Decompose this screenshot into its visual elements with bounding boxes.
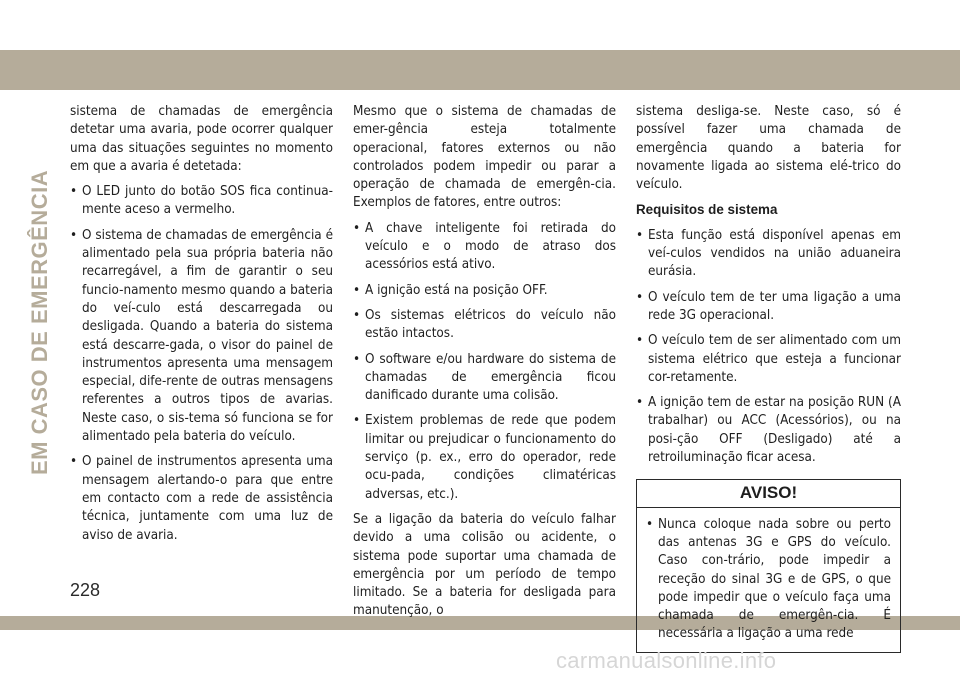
subheading: Requisitos de sistema [636,202,778,218]
warning-box [636,479,901,652]
list-item: • A ignição tem de estar na posição RUN (A trabalhar) ou ACC (Acessórios), ou na posi-ção OFF (Desligado) até a retroiluminação ficar acesa. [636,395,901,466]
col1-intro: sistema de chamadas de emergência detetar uma avaria, pode ocorrer qualquer uma das situações seguintes no momento em que a avaria é detetada: [70,104,333,174]
list-item: • O painel de instrumentos apresenta uma mensagem alertando-o para que entre em contacto com a rede de assistência técnica, juntamente com uma luz de aviso de avaria. [70,454,333,543]
list-item: • A chave inteligente foi retirada do veículo e o modo de atraso dos acessórios está ativo. [353,220,616,273]
list-item: • A ignição está na posição OFF. [353,282,548,298]
list-item: • O sistema de chamadas de emergência é alimentado pela sua própria bateria não recarregável, a fim de garantir o seu funcio-namento mesmo quando a bateria do veí-culo está descarregada ou desligada. Quando a bateria do sistema está descarre-gada, o visor do painel de instrumentos apresenta uma mensagem especial, dife-rente de outras mensagens referentes a outros tipos de avarias. Neste caso, o sis-tema só funciona se for alimentado pela bateria do veículo. [70,227,333,445]
warning-list-item: • Nunca coloque nada sobre ou perto das antenas 3G e GPS do veículo. Caso con-trário, pode impedir a receção do sinal 3G e de GPS, o que pode impedir que o veículo faça uma chamada de emergên-cia. É necessária a ligação a uma rede [646,516,891,642]
list-item: • O software e/ou hardware do sistema de chamadas de emergência ficou danificado durante uma colisão. [353,351,616,404]
column-3 [636,103,901,653]
watermark: carmanualsonline.info [556,648,777,673]
section-title: EM CASO DE EMERGÊNCIA [27,169,52,475]
list-item: • O veículo tem de ser alimentado com um sistema elétrico que esteja a funcionar cor-retamente. [636,333,901,385]
list-item: • O veículo tem de ter uma ligação a uma rede 3G operacional. [636,289,901,323]
column-2 [353,103,616,628]
col2-outro: Se a ligação da bateria do veículo falhar devido a uma colisão ou acidente, o sistema pode suportar uma chamada de emergência por um período de tempo limitado. Se a bateria for desligada para manutenção, o [353,511,616,619]
list-item: • O LED junto do botão SOS fica continua-mente aceso a vermelho. [70,184,333,218]
col3-intro: sistema desliga-se. Neste caso, só é possível fazer uma chamada de emergência quando a bateria for novamente ligada ao sistema elé-trico do veículo. [636,104,901,193]
col2-intro: Mesmo que o sistema de chamadas de emer-gência esteja totalmente operacional, fatores externos ou não controlados podem impedir ou parar a operação de chamada de emergên-cia. Exemplos de fatores, entre outros: [353,104,616,211]
list-item: • Os sistemas elétricos do veículo não estão intactos. [353,307,616,342]
warning-title: AVISO! [637,480,900,507]
page-number: 228 [70,580,101,600]
column-1 [70,103,333,552]
list-item: • Existem problemas de rede que podem limitar ou prejudicar o funcionamento do serviço (p. ex., erro do operador, rede ocu-pada, condições climatéricas adversas, etc.). [353,413,616,502]
header-band [0,50,960,90]
list-item: • Esta função está disponível apenas em veí-culos vendidos na união aduaneira eurásia. [636,227,901,280]
